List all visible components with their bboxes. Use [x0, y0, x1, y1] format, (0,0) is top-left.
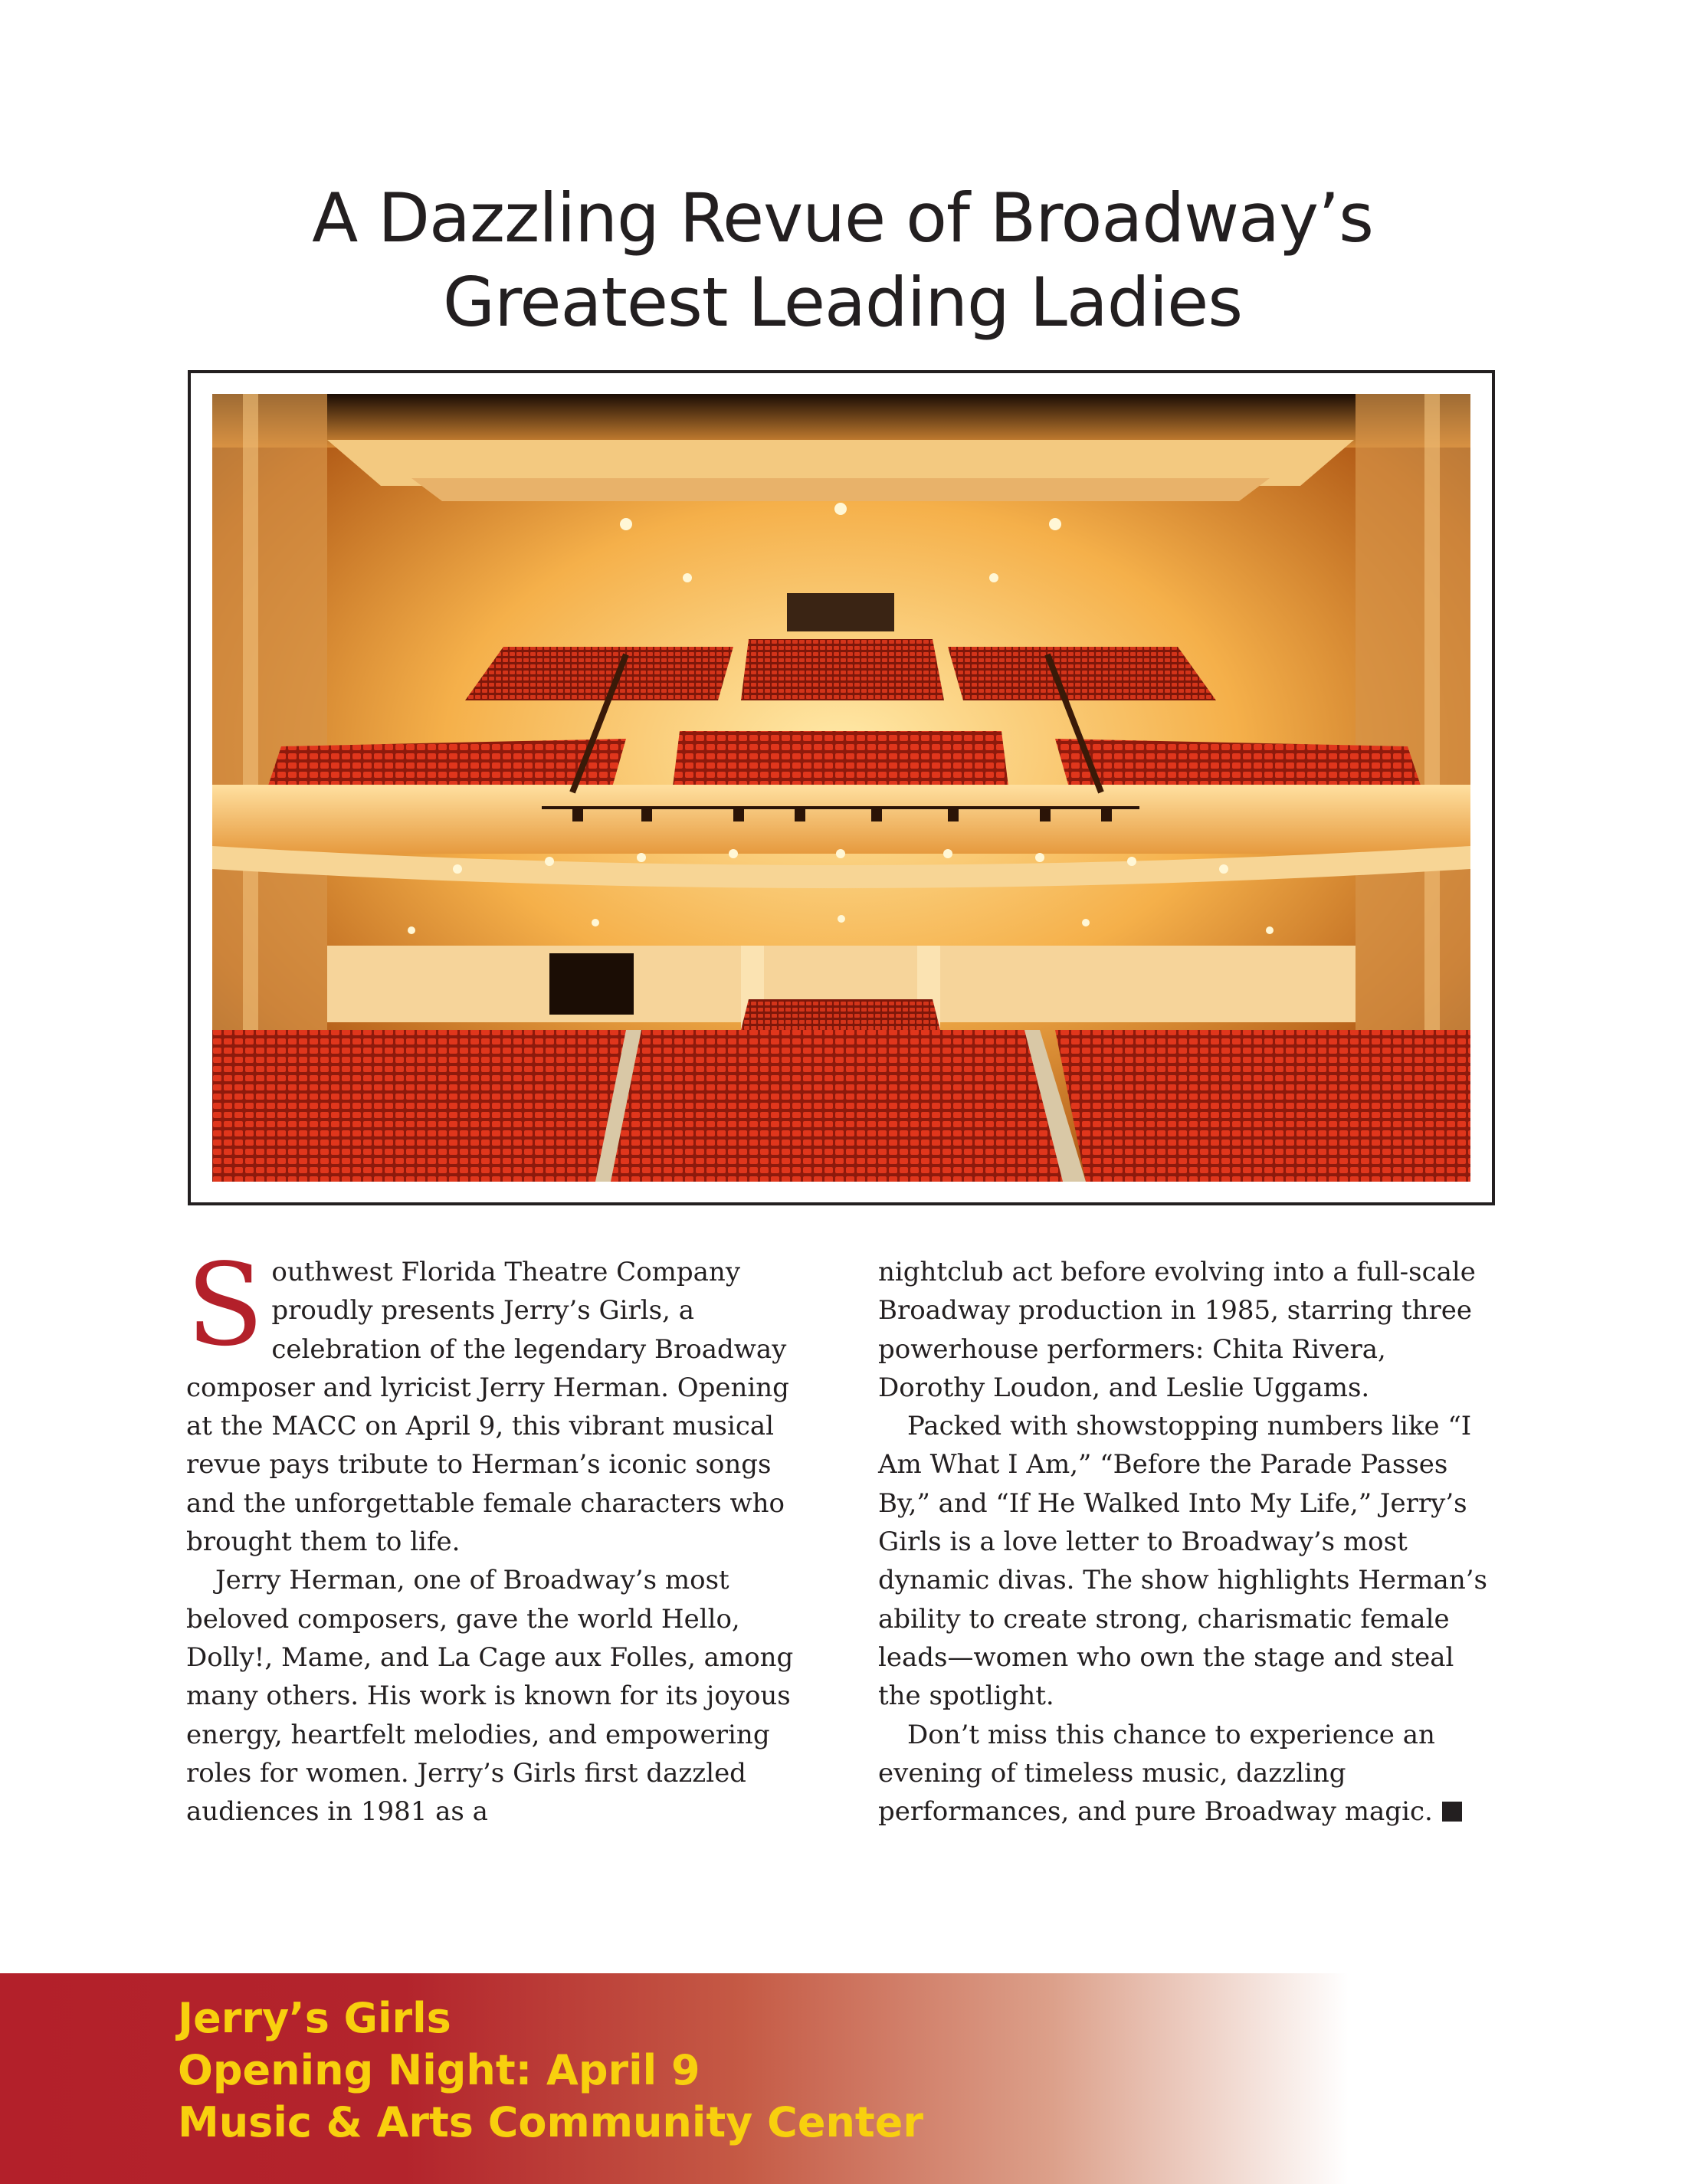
page-title: [0, 176, 1685, 345]
theater-auditorium-photo: [212, 394, 1470, 1182]
article-paragraph: Packed with showstopping numbers like “I Am What I Am,” “Before the Parade Passes By,” and “If He Walked Into My Life,” Jerry’s Girls is a love letter to Broadway’s most dynamic divas. The show highlights Herman’s ability to create strong, charismatic female leads—women who own the stage and steal the spotlight.: [878, 1411, 1487, 1712]
title-line-2: Greatest Leading Ladies: [442, 263, 1243, 342]
title-line-1: A Dazzling Revue of Broadway’s: [312, 179, 1373, 257]
paragraph-text: Don’t miss this chance to experience an evening of timeless music, dazzling performances, and pure Broadway magic.: [878, 1719, 1435, 1828]
article-column-left: [186, 1239, 815, 1831]
event-name: Jerry’s Girls: [178, 1994, 451, 2042]
article-column-right: [878, 1253, 1491, 1831]
event-banner-text: [178, 1992, 923, 2149]
end-of-article-mark: [1442, 1802, 1462, 1822]
article-paragraph: [878, 1716, 1491, 1831]
article-paragraph: [186, 1239, 815, 1561]
event-date: Opening Night: April 9: [178, 2046, 700, 2094]
paragraph-text: outhwest Florida Theatre Company proudly presents Jerry’s Girls, a celebration of the legendary Broadway composer and lyricist Jerry Herman. Opening at the MACC on April 9, this vibrant musical revue pays tribute to Herman’s iconic songs and the unforgettable female characters who brought them to life.: [186, 1257, 789, 1558]
article-paragraph: Jerry Herman, one of Broadway’s most beloved composers, gave the world Hello, Dolly!, Mame, and La Cage aux Folles, among many others. His work is known for its joyous energy, heartfelt melodies, and empowering roles for women. Jerry’s Girls first dazzled audiences in 1981 as a: [186, 1565, 794, 1828]
event-venue: Music & Arts Community Center: [178, 2098, 923, 2146]
article-paragraph: nightclub act before evolving into a full-scale Broadway production in 1985, starring three powerhouse performers: Chita Rivera, Dorothy Loudon, and Leslie Uggams.: [878, 1257, 1476, 1403]
drop-cap: S: [186, 1239, 264, 1371]
